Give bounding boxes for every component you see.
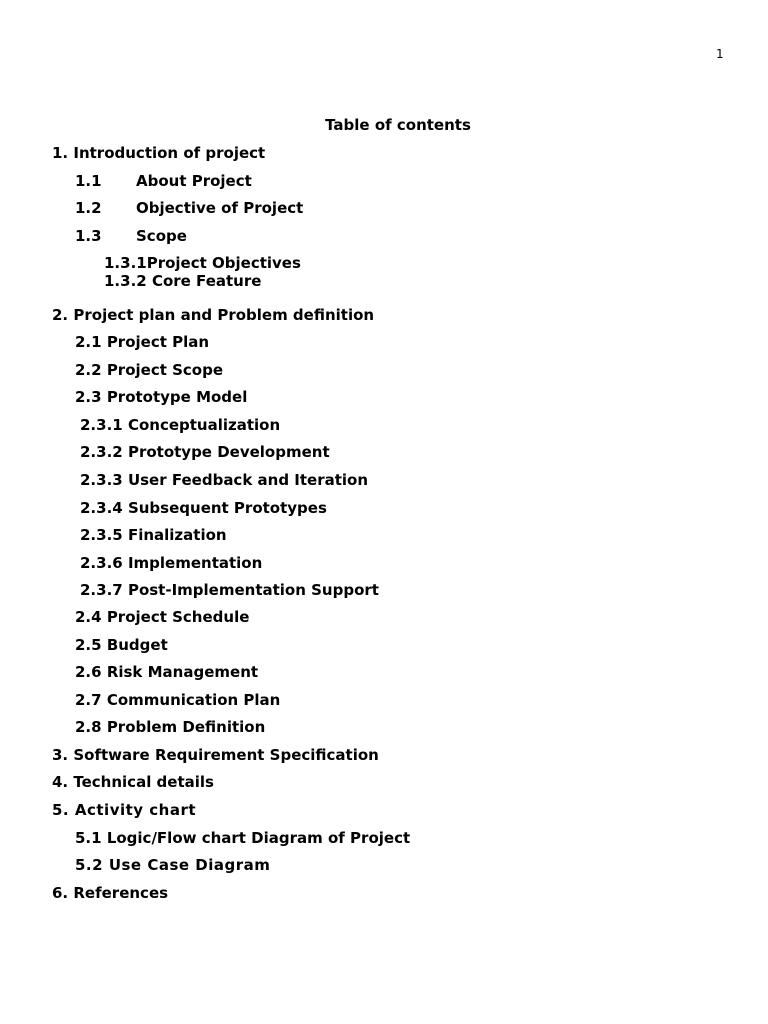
toc-label: References	[73, 884, 169, 902]
toc-label: Prototype Model	[106, 388, 248, 406]
toc-title: Table of contents	[325, 116, 471, 134]
toc-number: 2.5	[75, 636, 102, 654]
toc-label: Software Requirement Specification	[73, 746, 379, 764]
toc-number: 2.3.5	[80, 526, 123, 544]
toc-label: Project Schedule	[106, 608, 250, 626]
toc-label: Finalization	[127, 526, 227, 544]
toc-number: 2.3	[75, 388, 102, 406]
toc-entry-5	[52, 801, 196, 819]
toc-number: 2.3.1	[80, 416, 123, 434]
page-number: 1	[716, 47, 724, 61]
toc-entry-2-3	[75, 388, 247, 406]
toc-label: Communication Plan	[106, 691, 281, 709]
toc-entry-1-2	[75, 199, 303, 217]
toc-label: Risk Management	[106, 663, 259, 681]
toc-entry-1-3-2	[104, 272, 261, 290]
toc-number: 2.6	[75, 663, 102, 681]
toc-number: 2.3.7	[80, 581, 123, 599]
toc-number: 1.3.2	[104, 272, 147, 290]
toc-entry-2-2	[75, 361, 223, 379]
toc-label: Prototype Development	[127, 443, 330, 461]
toc-label: Activity chart	[74, 801, 197, 819]
toc-label: Budget	[106, 636, 168, 654]
toc-number: 2.3.3	[80, 471, 123, 489]
toc-entry-3	[52, 746, 379, 764]
toc-entry-1-3-1	[104, 254, 301, 272]
toc-number: 5.1	[75, 829, 102, 847]
toc-entry-2-7	[75, 691, 280, 709]
toc-number: 1.1	[75, 172, 102, 190]
toc-entry-2-1	[75, 333, 209, 351]
toc-number: 2.4	[75, 608, 102, 626]
toc-number: 6.	[52, 884, 69, 902]
toc-label: Post-Implementation Support	[127, 581, 379, 599]
toc-number: 1.3.1	[104, 254, 147, 272]
toc-entry-2-3-5	[80, 526, 227, 544]
toc-number: 2.3.6	[80, 554, 123, 572]
toc-entry-2-3-1	[80, 416, 280, 434]
toc-number: 1.2	[75, 199, 102, 217]
toc-entry-2-5	[75, 636, 168, 654]
toc-number: 5.2	[75, 856, 104, 874]
toc-label: Introduction of project	[73, 144, 266, 162]
toc-label: Project Scope	[106, 361, 224, 379]
toc-label: Project Objectives	[146, 254, 301, 272]
toc-label: Subsequent Prototypes	[127, 499, 327, 517]
toc-entry-2-3-4	[80, 499, 327, 517]
toc-number: 4.	[52, 773, 69, 791]
toc-label: Implementation	[127, 554, 263, 572]
toc-label: Objective of Project	[136, 199, 304, 217]
toc-number: 2.1	[75, 333, 102, 351]
toc-entry-2-3-7	[80, 581, 379, 599]
toc-label: Logic/Flow chart Diagram of Project	[106, 829, 411, 847]
toc-entry-2-6	[75, 663, 258, 681]
toc-label: Core Feature	[151, 272, 262, 290]
toc-label: Project Plan	[106, 333, 210, 351]
toc-label: Scope	[136, 227, 187, 245]
toc-number: 2.2	[75, 361, 102, 379]
toc-label: Use Case Diagram	[108, 856, 271, 874]
toc-number: 2.8	[75, 718, 102, 736]
toc-entry-1-3	[75, 227, 187, 245]
toc-entry-1-1	[75, 172, 252, 190]
toc-entry-1	[52, 144, 265, 162]
toc-number: 1.	[52, 144, 69, 162]
toc-label: About Project	[136, 172, 252, 190]
toc-number: 1.3	[75, 227, 102, 245]
toc-number: 2.7	[75, 691, 102, 709]
toc-number: 2.	[52, 306, 69, 324]
toc-entry-5-2	[75, 856, 270, 874]
toc-label: User Feedback and Iteration	[127, 471, 369, 489]
toc-number: 2.3.4	[80, 499, 123, 517]
toc-number: 2.3.2	[80, 443, 123, 461]
toc-entry-4	[52, 773, 214, 791]
toc-number: 3.	[52, 746, 69, 764]
toc-entry-2-4	[75, 608, 249, 626]
toc-entry-6	[52, 884, 168, 902]
toc-entry-2-3-2	[80, 443, 330, 461]
toc-number: 5.	[52, 801, 70, 819]
toc-entry-2	[52, 306, 374, 324]
toc-label: Problem Definition	[106, 718, 266, 736]
toc-entry-5-1	[75, 829, 410, 847]
toc-entry-2-8	[75, 718, 265, 736]
toc-entry-2-3-6	[80, 554, 262, 572]
toc-entry-2-3-3	[80, 471, 368, 489]
toc-label: Technical details	[73, 773, 214, 791]
toc-label: Project plan and Problem definition	[73, 306, 375, 324]
toc-label: Conceptualization	[127, 416, 281, 434]
